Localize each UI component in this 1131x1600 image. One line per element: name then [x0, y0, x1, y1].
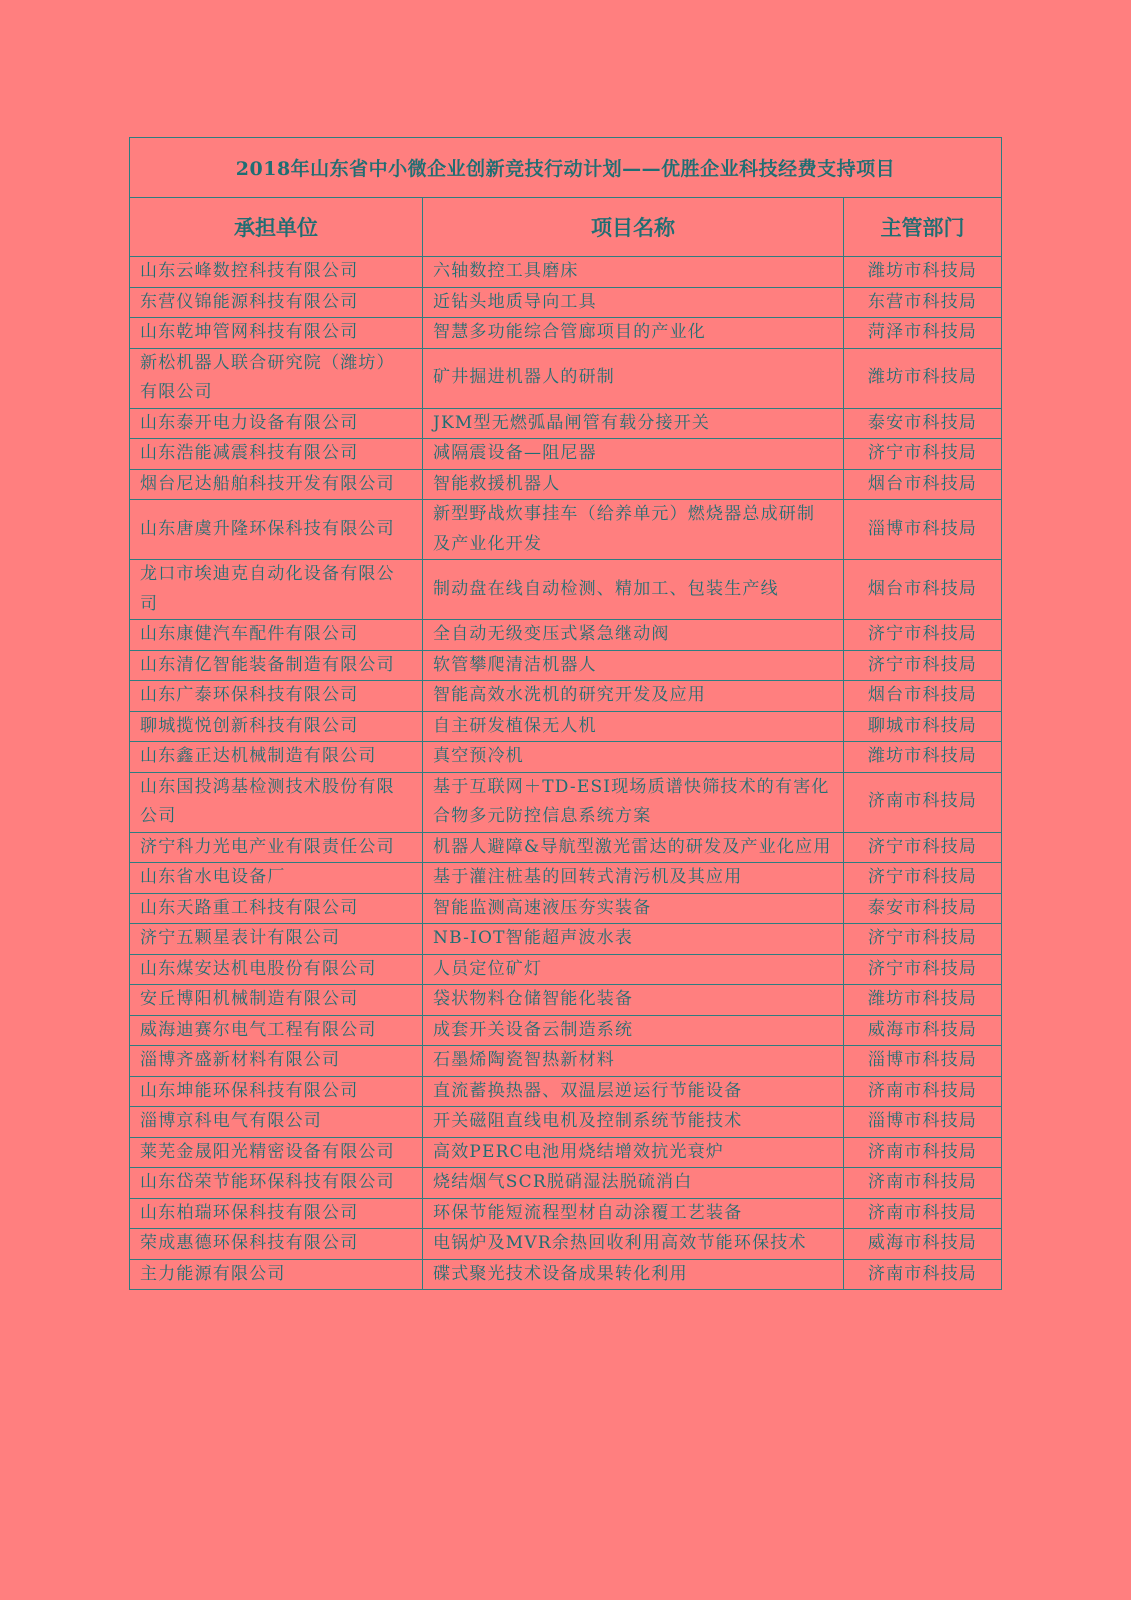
project-cell: 新型野战炊事挂车（给养单元）燃烧器总成研制及产业化开发	[423, 500, 844, 560]
project-cell: 烧结烟气SCR脱硝湿法脱硫消白	[423, 1168, 844, 1199]
dept-cell: 淄博市科技局	[844, 1107, 1002, 1138]
dept-cell: 济南市科技局	[844, 1076, 1002, 1107]
document-table-container	[129, 137, 1001, 1290]
dept-cell: 济南市科技局	[844, 1198, 1002, 1229]
unit-cell: 荣成惠德环保科技有限公司	[130, 1229, 423, 1260]
dept-cell: 济宁市科技局	[844, 832, 1002, 863]
table-row	[130, 469, 1002, 500]
project-cell: 基于灌注桩基的回转式清污机及其应用	[423, 863, 844, 894]
dept-cell: 东营市科技局	[844, 287, 1002, 318]
table-row	[130, 1229, 1002, 1260]
dept-cell: 烟台市科技局	[844, 681, 1002, 712]
dept-cell: 泰安市科技局	[844, 408, 1002, 439]
dept-cell: 菏泽市科技局	[844, 318, 1002, 349]
table-row	[130, 954, 1002, 985]
project-cell: 成套开关设备云制造系统	[423, 1015, 844, 1046]
unit-cell: 龙口市埃迪克自动化设备有限公司	[130, 560, 423, 620]
project-cell: 制动盘在线自动检测、精加工、包装生产线	[423, 560, 844, 620]
unit-cell: 莱芜金晟阳光精密设备有限公司	[130, 1137, 423, 1168]
project-cell: 自主研发植保无人机	[423, 711, 844, 742]
project-cell: 袋状物料仓储智能化装备	[423, 985, 844, 1016]
table-row	[130, 681, 1002, 712]
unit-cell: 山东柏瑞环保科技有限公司	[130, 1198, 423, 1229]
dept-cell: 潍坊市科技局	[844, 348, 1002, 408]
unit-cell: 山东国投鸿基检测技术股份有限公司	[130, 772, 423, 832]
table-row	[130, 742, 1002, 773]
dept-cell: 济宁市科技局	[844, 439, 1002, 470]
project-cell: 真空预冷机	[423, 742, 844, 773]
unit-cell: 山东清亿智能装备制造有限公司	[130, 650, 423, 681]
table-row	[130, 560, 1002, 620]
unit-cell: 淄博齐盛新材料有限公司	[130, 1046, 423, 1077]
project-cell: 全自动无级变压式紧急继动阀	[423, 620, 844, 651]
project-cell: 六轴数控工具磨床	[423, 257, 844, 288]
dept-cell: 潍坊市科技局	[844, 985, 1002, 1016]
unit-cell: 山东岱荣节能环保科技有限公司	[130, 1168, 423, 1199]
unit-cell: 山东泰开电力设备有限公司	[130, 408, 423, 439]
project-cell: NB-IOT智能超声波水表	[423, 924, 844, 955]
unit-cell: 山东广泰环保科技有限公司	[130, 681, 423, 712]
unit-cell: 山东煤安达机电股份有限公司	[130, 954, 423, 985]
unit-cell: 山东浩能减震科技有限公司	[130, 439, 423, 470]
header-row	[130, 198, 1002, 257]
table-row	[130, 1137, 1002, 1168]
dept-cell: 济南市科技局	[844, 1168, 1002, 1199]
dept-cell: 泰安市科技局	[844, 893, 1002, 924]
header-unit: 承担单位	[130, 198, 423, 257]
table-row	[130, 439, 1002, 470]
table-row	[130, 287, 1002, 318]
dept-cell: 威海市科技局	[844, 1229, 1002, 1260]
dept-cell: 潍坊市科技局	[844, 257, 1002, 288]
header-project: 项目名称	[423, 198, 844, 257]
dept-cell: 济宁市科技局	[844, 924, 1002, 955]
dept-cell: 淄博市科技局	[844, 500, 1002, 560]
table-row	[130, 620, 1002, 651]
table-row	[130, 832, 1002, 863]
project-cell: 基于互联网＋TD-ESI现场质谱快筛技术的有害化合物多元防控信息系统方案	[423, 772, 844, 832]
table-row	[130, 500, 1002, 560]
table-row	[130, 1107, 1002, 1138]
dept-cell: 淄博市科技局	[844, 1046, 1002, 1077]
dept-cell: 烟台市科技局	[844, 560, 1002, 620]
unit-cell: 淄博京科电气有限公司	[130, 1107, 423, 1138]
unit-cell: 济宁五颗星表计有限公司	[130, 924, 423, 955]
unit-cell: 主力能源有限公司	[130, 1259, 423, 1290]
unit-cell: 聊城揽悦创新科技有限公司	[130, 711, 423, 742]
dept-cell: 潍坊市科技局	[844, 742, 1002, 773]
project-cell: 直流蓄换热器、双温层逆运行节能设备	[423, 1076, 844, 1107]
table-title: 2018年山东省中小微企业创新竞技行动计划——优胜企业科技经费支持项目	[130, 138, 1002, 198]
unit-cell: 山东云峰数控科技有限公司	[130, 257, 423, 288]
project-cell: 智慧多功能综合管廊项目的产业化	[423, 318, 844, 349]
project-cell: 环保节能短流程型材自动涂覆工艺装备	[423, 1198, 844, 1229]
table-row	[130, 348, 1002, 408]
project-cell: 软管攀爬清洁机器人	[423, 650, 844, 681]
dept-cell: 济宁市科技局	[844, 620, 1002, 651]
project-table	[129, 137, 1002, 1290]
table-row	[130, 257, 1002, 288]
unit-cell: 山东唐虞升隆环保科技有限公司	[130, 500, 423, 560]
project-cell: 石墨烯陶瓷智热新材料	[423, 1046, 844, 1077]
project-cell: 高效PERC电池用烧结增效抗光衰炉	[423, 1137, 844, 1168]
project-cell: 机器人避障&导航型激光雷达的研发及产业化应用	[423, 832, 844, 863]
project-cell: 电锅炉及MVR余热回收利用高效节能环保技术	[423, 1229, 844, 1260]
dept-cell: 济宁市科技局	[844, 863, 1002, 894]
table-row	[130, 1259, 1002, 1290]
unit-cell: 山东康健汽车配件有限公司	[130, 620, 423, 651]
project-cell: 减隔震设备—阻尼器	[423, 439, 844, 470]
unit-cell: 济宁科力光电产业有限责任公司	[130, 832, 423, 863]
table-row	[130, 1046, 1002, 1077]
title-row	[130, 138, 1002, 198]
unit-cell: 山东省水电设备厂	[130, 863, 423, 894]
header-dept: 主管部门	[844, 198, 1002, 257]
table-row	[130, 711, 1002, 742]
table-row	[130, 924, 1002, 955]
dept-cell: 济南市科技局	[844, 772, 1002, 832]
unit-cell: 威海迪赛尔电气工程有限公司	[130, 1015, 423, 1046]
table-body	[130, 257, 1002, 1290]
dept-cell: 济宁市科技局	[844, 954, 1002, 985]
table-row	[130, 1015, 1002, 1046]
unit-cell: 山东鑫正达机械制造有限公司	[130, 742, 423, 773]
table-row	[130, 318, 1002, 349]
table-row	[130, 893, 1002, 924]
unit-cell: 山东坤能环保科技有限公司	[130, 1076, 423, 1107]
table-row	[130, 985, 1002, 1016]
unit-cell: 安丘博阳机械制造有限公司	[130, 985, 423, 1016]
table-row	[130, 863, 1002, 894]
table-row	[130, 1168, 1002, 1199]
project-cell: 智能救援机器人	[423, 469, 844, 500]
unit-cell: 山东乾坤管网科技有限公司	[130, 318, 423, 349]
dept-cell: 济宁市科技局	[844, 650, 1002, 681]
unit-cell: 东营仪锦能源科技有限公司	[130, 287, 423, 318]
project-cell: 人员定位矿灯	[423, 954, 844, 985]
dept-cell: 济南市科技局	[844, 1137, 1002, 1168]
project-cell: 矿井掘进机器人的研制	[423, 348, 844, 408]
project-cell: 近钻头地质导向工具	[423, 287, 844, 318]
dept-cell: 烟台市科技局	[844, 469, 1002, 500]
table-row	[130, 408, 1002, 439]
project-cell: 开关磁阻直线电机及控制系统节能技术	[423, 1107, 844, 1138]
project-cell: 碟式聚光技术设备成果转化利用	[423, 1259, 844, 1290]
table-row	[130, 772, 1002, 832]
unit-cell: 新松机器人联合研究院（潍坊）有限公司	[130, 348, 423, 408]
table-row	[130, 1076, 1002, 1107]
project-cell: JKM型无燃弧晶闸管有载分接开关	[423, 408, 844, 439]
table-row	[130, 1198, 1002, 1229]
dept-cell: 威海市科技局	[844, 1015, 1002, 1046]
dept-cell: 聊城市科技局	[844, 711, 1002, 742]
dept-cell: 济南市科技局	[844, 1259, 1002, 1290]
unit-cell: 山东天路重工科技有限公司	[130, 893, 423, 924]
project-cell: 智能监测高速液压夯实装备	[423, 893, 844, 924]
table-row	[130, 650, 1002, 681]
unit-cell: 烟台尼达船舶科技开发有限公司	[130, 469, 423, 500]
project-cell: 智能高效水洗机的研究开发及应用	[423, 681, 844, 712]
